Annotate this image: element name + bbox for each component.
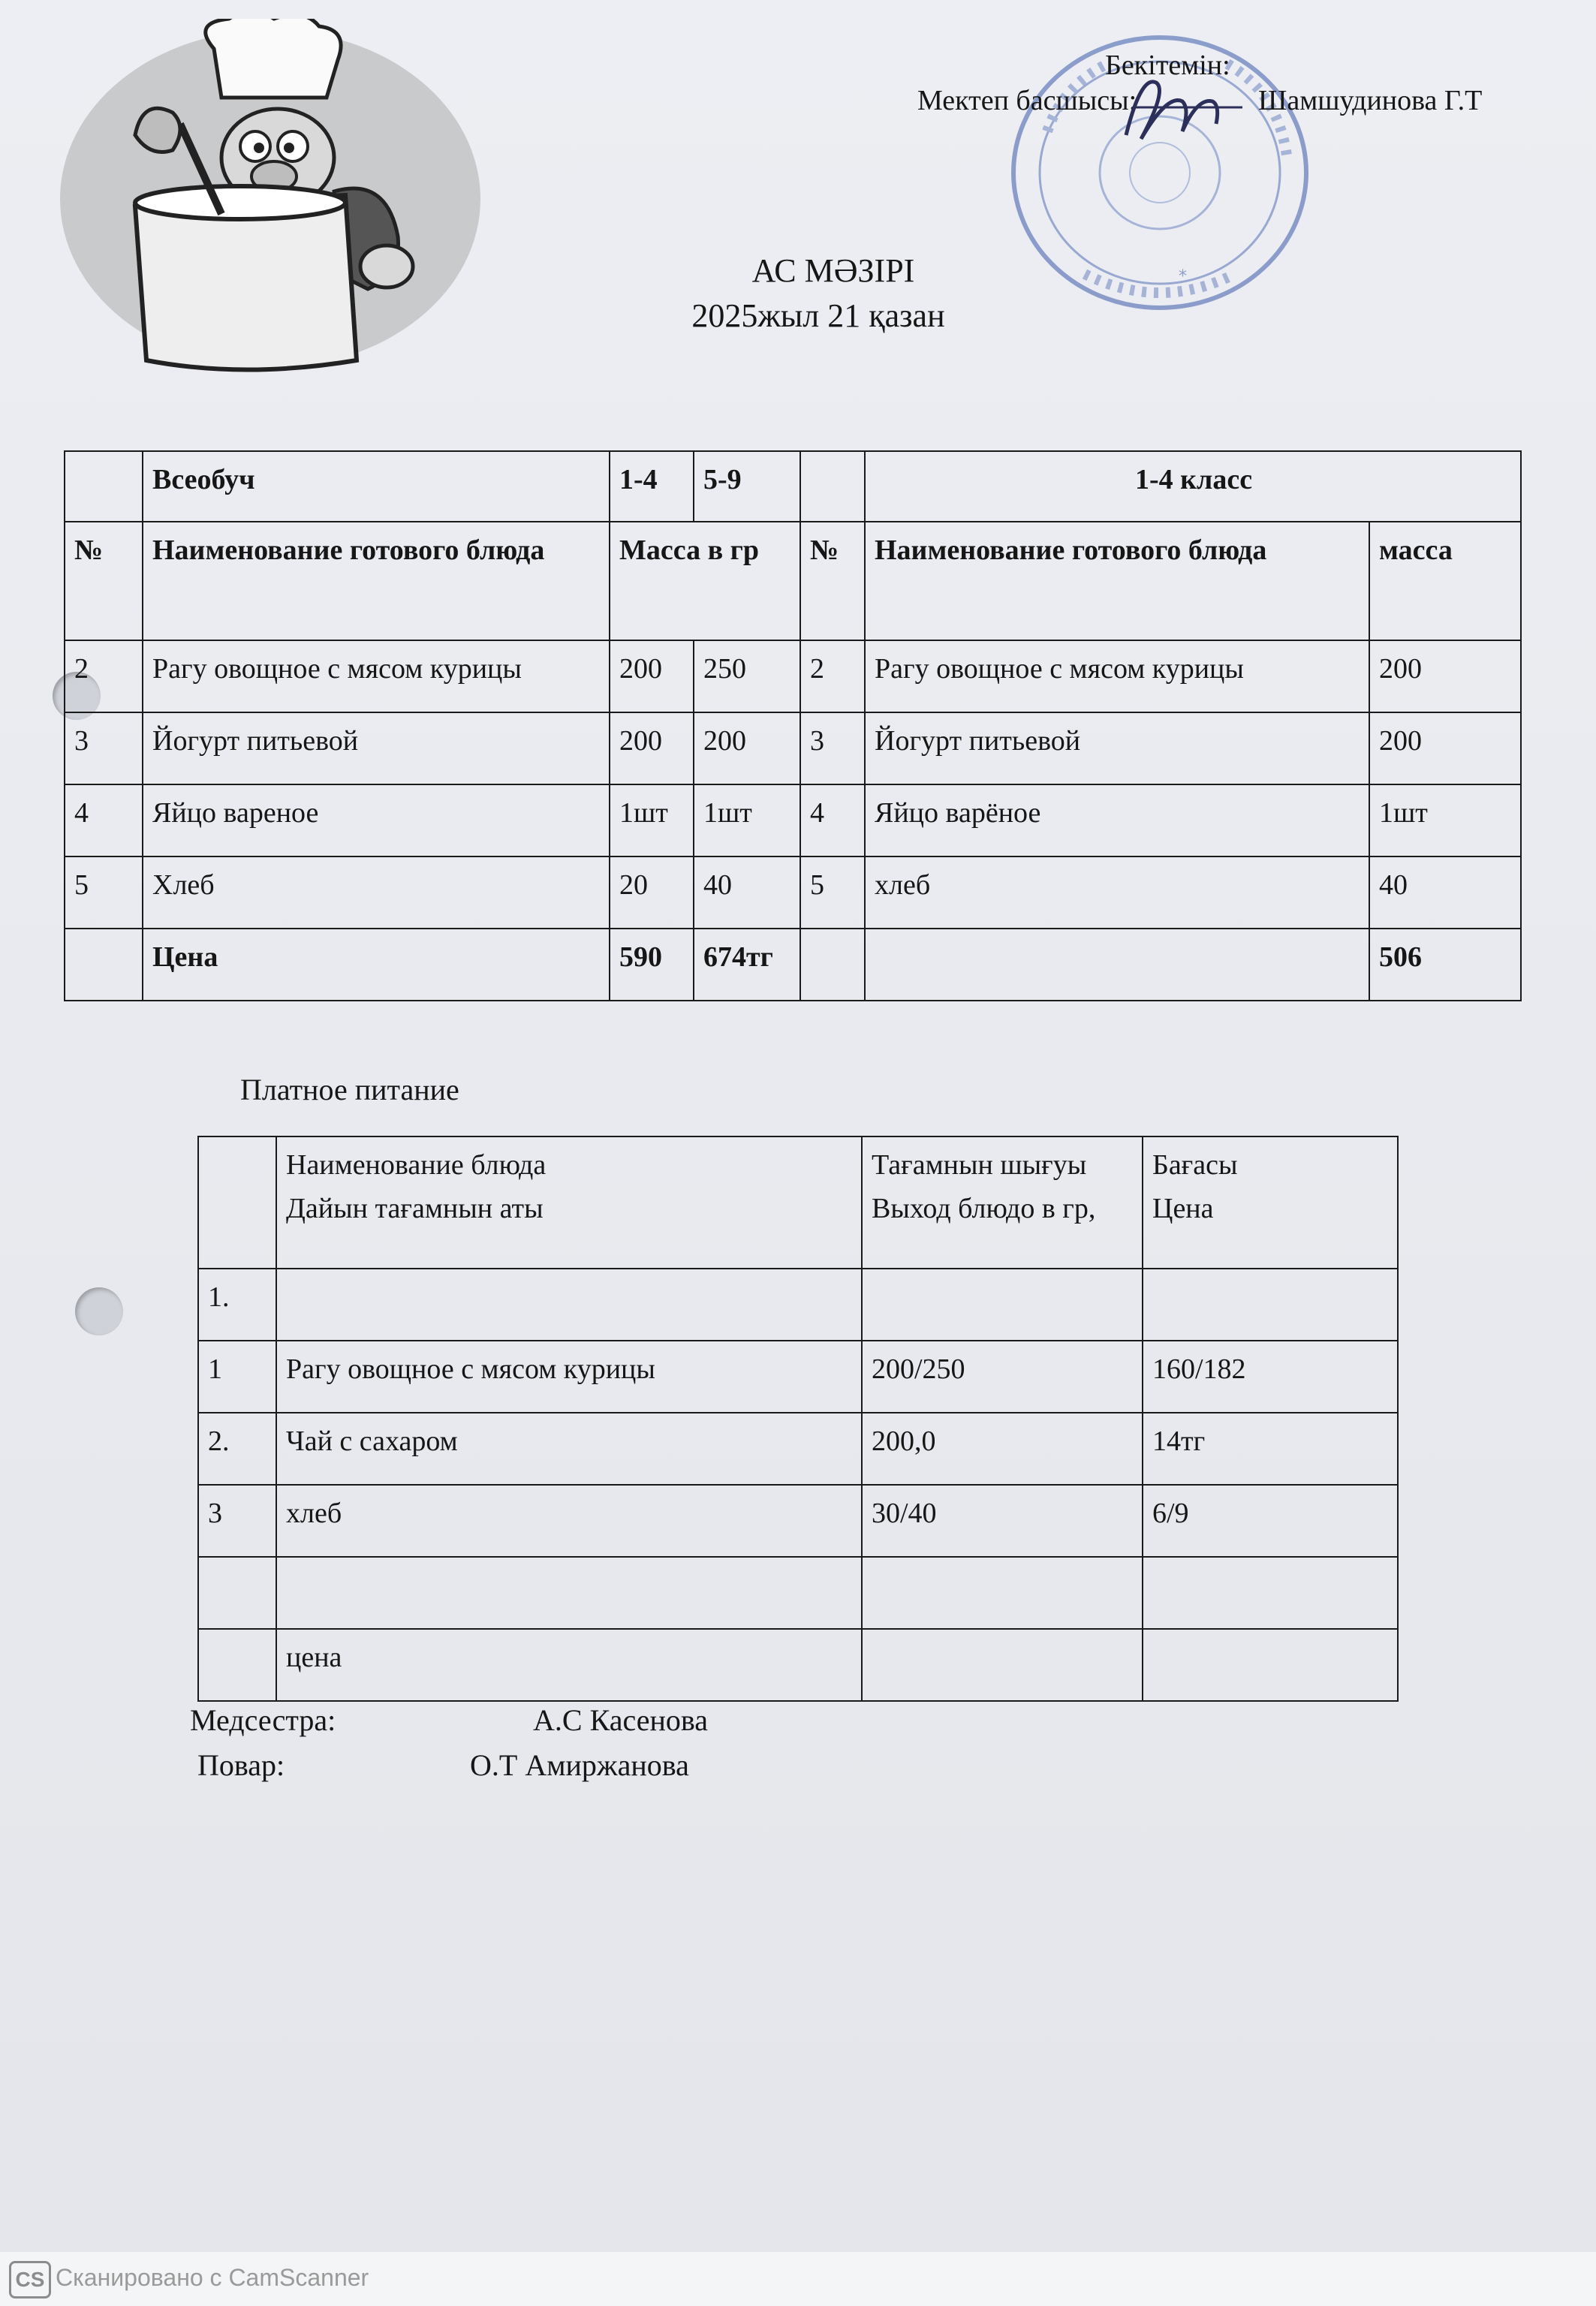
chef-illustration <box>53 19 488 375</box>
punch-hole <box>75 1287 123 1335</box>
table-cell <box>865 929 1369 1001</box>
approval-label: Бекітемін: <box>1105 50 1230 81</box>
table-cell: 200 <box>1369 712 1521 784</box>
table-cell: 20 <box>610 856 694 929</box>
table-cell: 1. <box>198 1269 276 1341</box>
header-cell: Тағамнын шығуы Выход блюдо в гр, <box>862 1136 1143 1269</box>
table-cell: 200/250 <box>862 1341 1143 1413</box>
table-cell: 2. <box>198 1413 276 1485</box>
camscanner-logo: CS <box>9 2261 51 2298</box>
table-cell <box>862 1269 1143 1341</box>
table-cell <box>1143 1269 1398 1341</box>
svg-text:*: * <box>1179 267 1187 286</box>
header-cell: Бағасы Цена <box>1143 1136 1398 1269</box>
table-cell <box>800 929 865 1001</box>
header-cell: Наименование блюда Дайын тағамнын аты <box>276 1136 862 1269</box>
table-cell: 6/9 <box>1143 1485 1398 1557</box>
price-value: 590 <box>610 929 694 1001</box>
table-cell: 200,0 <box>862 1413 1143 1485</box>
table-cell <box>65 451 143 522</box>
table-cell: 5 <box>65 856 143 929</box>
header-cell: масса <box>1369 522 1521 640</box>
table-row <box>198 1557 1398 1629</box>
table-cell <box>862 1557 1143 1629</box>
table-cell: 200 <box>694 712 800 784</box>
table-cell: 1шт <box>694 784 800 856</box>
table-header-row <box>198 1136 1398 1269</box>
price-label: цена <box>276 1629 862 1701</box>
table-cell <box>198 1557 276 1629</box>
table-cell: хлеб <box>276 1485 862 1557</box>
header-cell: Масса в гр <box>610 522 800 640</box>
table-total-row <box>198 1629 1398 1701</box>
table-row <box>65 856 1521 929</box>
table-cell: 4 <box>800 784 865 856</box>
table-row <box>65 784 1521 856</box>
table-cell <box>800 451 865 522</box>
table-cell: Рагу овощное с мясом курицы <box>865 640 1369 712</box>
table-cell <box>1143 1557 1398 1629</box>
table-cell: 14тг <box>1143 1413 1398 1485</box>
cook-role: Повар: <box>197 1748 285 1782</box>
table-row <box>198 1269 1398 1341</box>
table-row <box>198 1485 1398 1557</box>
table-cell: Яйцо варёное <box>865 784 1369 856</box>
table-cell <box>198 1136 276 1269</box>
table-cell: 40 <box>1369 856 1521 929</box>
table-cell <box>276 1269 862 1341</box>
table-cell: 30/40 <box>862 1485 1143 1557</box>
table-cell <box>198 1629 276 1701</box>
table-cell: 2 <box>800 640 865 712</box>
table-header-row <box>65 522 1521 640</box>
camscanner-text: Сканировано с CamScanner <box>56 2264 369 2291</box>
table-row <box>198 1341 1398 1413</box>
header-cell: № <box>65 522 143 640</box>
header-cell: Всеобуч <box>143 451 610 522</box>
table-cell: 3 <box>65 712 143 784</box>
table-total-row <box>65 929 1521 1001</box>
table-cell: 1шт <box>610 784 694 856</box>
table-row <box>65 712 1521 784</box>
table-row <box>65 640 1521 712</box>
header-cell: 1-4 класс <box>865 451 1521 522</box>
table-cell <box>1143 1629 1398 1701</box>
cook-name: О.Т Амиржанова <box>470 1748 689 1782</box>
header-cell: Наименование готового блюда <box>143 522 610 640</box>
main-menu-table <box>64 450 1522 1001</box>
header-cell: 1-4 <box>610 451 694 522</box>
nurse-role: Медсестра: <box>190 1703 336 1737</box>
table-cell: 40 <box>694 856 800 929</box>
table-cell: Хлеб <box>143 856 610 929</box>
table-cell: Рагу овощное с мясом курицы <box>276 1341 862 1413</box>
table-cell: 3 <box>198 1485 276 1557</box>
table-cell <box>276 1557 862 1629</box>
header-cell: Наименование готового блюда <box>865 522 1369 640</box>
table-cell <box>862 1629 1143 1701</box>
approval-name: Шамшудинова Г.Т <box>1258 85 1483 116</box>
signature-mark <box>1119 64 1254 146</box>
table-cell: 1 <box>198 1341 276 1413</box>
table-cell <box>65 929 143 1001</box>
table-cell: 1шт <box>1369 784 1521 856</box>
paid-section-label: Платное питание <box>240 1073 459 1106</box>
table-cell: хлеб <box>865 856 1369 929</box>
table-cell: Йогурт питьевой <box>865 712 1369 784</box>
table-cell: Чай с сахаром <box>276 1413 862 1485</box>
table-cell: 200 <box>610 712 694 784</box>
table-cell: 200 <box>1369 640 1521 712</box>
nurse-name: А.С Касенова <box>533 1703 708 1737</box>
table-cell: 5 <box>800 856 865 929</box>
menu-date: 2025жыл 21 қазан <box>691 297 945 334</box>
price-value: 506 <box>1369 929 1521 1001</box>
price-value: 674тг <box>694 929 800 1001</box>
approval-role: Мектеп басшысы: <box>917 85 1137 116</box>
table-cell: 160/182 <box>1143 1341 1398 1413</box>
table-cell: 4 <box>65 784 143 856</box>
table-header-row <box>65 451 1521 522</box>
table-cell: Рагу овощное с мясом курицы <box>143 640 610 712</box>
header-cell: № <box>800 522 865 640</box>
table-cell: 3 <box>800 712 865 784</box>
paid-menu-table <box>197 1136 1399 1702</box>
table-cell: 2 <box>65 640 143 712</box>
table-cell: 200 <box>610 640 694 712</box>
header-cell: 5-9 <box>694 451 800 522</box>
table-cell: Йогурт питьевой <box>143 712 610 784</box>
price-label: Цена <box>143 929 610 1001</box>
table-cell: 250 <box>694 640 800 712</box>
table-cell: Яйцо вареное <box>143 784 610 856</box>
table-row <box>198 1413 1398 1485</box>
page-title: АС МӘЗІРІ <box>751 252 915 289</box>
